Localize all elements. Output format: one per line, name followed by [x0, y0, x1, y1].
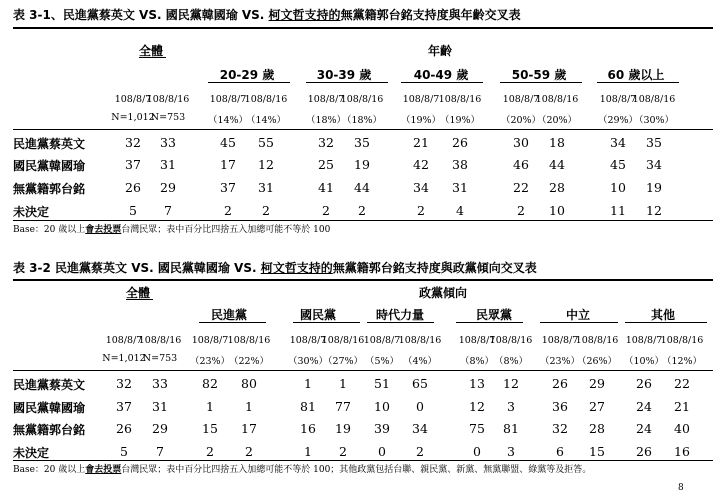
table2-n-cell: （8%） — [493, 356, 529, 367]
table1-header-rule — [13, 129, 713, 130]
table2-n-cell: （30%） — [287, 356, 329, 367]
table2-party-group-underline — [199, 322, 266, 323]
table1-value-cell: 19 — [646, 180, 662, 195]
table2-base-prefix: Base：20 歲以上 — [13, 465, 86, 475]
table1-age-group-header: 60 歲以上 — [607, 68, 665, 82]
table1-bottom-rule — [13, 220, 713, 221]
table1-value-cell: 45 — [220, 135, 236, 150]
table1-value-cell: 7 — [164, 203, 172, 218]
table2-value-cell: 17 — [241, 421, 257, 436]
table1-date-cell: 108/8/16 — [340, 94, 384, 105]
page-number: 8 — [678, 483, 684, 493]
table1-n-cell: N=1,012 — [111, 112, 155, 123]
table1-date-cell: 108/8/16 — [438, 94, 482, 105]
table2-base-note — [13, 462, 591, 475]
table1-value-cell: 18 — [549, 135, 565, 150]
table2-n-cell: （23%） — [539, 356, 581, 367]
table1-base-bold: 會去投票 — [85, 225, 122, 235]
table1-total-underline — [139, 57, 166, 58]
table1-value-cell: 31 — [452, 180, 468, 195]
table1-age-group-header: 50-59 歲 — [511, 68, 567, 82]
table1-value-cell: 2 — [417, 203, 425, 218]
table1-age-group-underline — [500, 82, 582, 83]
table1-row-label: 無黨籍郭台銘 — [13, 182, 86, 196]
table2-n-cell: （5%） — [364, 356, 400, 367]
table2-value-cell: 2 — [416, 444, 424, 459]
table1-value-cell: 26 — [125, 180, 141, 195]
table1-value-cell: 12 — [258, 157, 274, 172]
table2-value-cell: 6 — [556, 444, 564, 459]
table1-value-cell: 2 — [358, 203, 366, 218]
table2-value-cell: 26 — [552, 376, 568, 391]
table2-bottom-rule — [13, 460, 713, 461]
table1-value-cell: 35 — [646, 135, 662, 150]
table2-n-cell: （4%） — [402, 356, 438, 367]
table2-title-part1: 表 3-2 民進黨蔡英文 VS. 國民黨韓國瑜 VS. — [13, 261, 261, 275]
table1-date-cell: 108/8/7 — [402, 94, 440, 105]
table2-n-cell: （27%） — [322, 356, 364, 367]
table1-value-cell: 30 — [513, 135, 529, 150]
table2-party-group-underline — [625, 322, 707, 323]
table2-value-cell: 28 — [589, 421, 605, 436]
table2-date-cell: 108/8/16 — [227, 335, 271, 346]
table1-group-age: 年齡 — [428, 44, 453, 58]
table2-value-cell: 15 — [589, 444, 605, 459]
table1-value-cell: 44 — [549, 157, 565, 172]
table1-value-cell: 5 — [129, 203, 137, 218]
table1-row-label: 國民黨韓國瑜 — [13, 159, 86, 173]
table2-party-group-underline — [293, 322, 360, 323]
table1-value-cell: 22 — [513, 180, 529, 195]
table2-value-cell: 82 — [202, 376, 218, 391]
table2-value-cell: 0 — [378, 444, 386, 459]
table2-party-group-underline — [367, 322, 434, 323]
table2-party-group-header: 其他 — [650, 308, 676, 322]
table2-party-group-underline — [456, 322, 523, 323]
table1-value-cell: 29 — [160, 180, 176, 195]
table1-base-note — [13, 222, 330, 235]
table1-value-cell: 2 — [517, 203, 525, 218]
table2-party-group-underline — [540, 322, 618, 323]
table2-group-total: 全體 — [126, 286, 151, 300]
table1-value-cell: 26 — [452, 135, 468, 150]
table2-total-underline — [126, 299, 153, 300]
table1-base-prefix: Base：20 歲以上 — [13, 225, 86, 235]
table1-top-rule — [13, 27, 713, 29]
table1-row-label: 民進黨蔡英文 — [13, 137, 86, 151]
table2-base-bold: 會去投票 — [85, 465, 122, 475]
table2-value-cell: 26 — [116, 421, 132, 436]
table2-party-group-header: 國民黨 — [299, 308, 337, 322]
table2-value-cell: 24 — [636, 399, 652, 414]
table1-n-cell: （14%） — [207, 115, 249, 126]
table2-date-cell: 108/8/16 — [660, 335, 704, 346]
table2-value-cell: 12 — [469, 399, 485, 414]
table1-n-cell: （18%） — [305, 115, 347, 126]
table2-value-cell: 34 — [412, 421, 428, 436]
table2-date-cell: 108/8/16 — [575, 335, 619, 346]
table1-date-cell: 108/8/16 — [632, 94, 676, 105]
table2-n-cell: （22%） — [228, 356, 270, 367]
table2-top-rule — [13, 279, 713, 281]
table1-date-cell: 108/8/7 — [599, 94, 637, 105]
table1-n-cell: （18%） — [341, 115, 383, 126]
table2-date-cell: 108/8/16 — [138, 335, 182, 346]
table1-n-cell: （14%） — [245, 115, 287, 126]
table1-value-cell: 31 — [258, 180, 274, 195]
table1-value-cell: 42 — [413, 157, 429, 172]
table2-value-cell: 3 — [507, 444, 515, 459]
table2-title-part3: 無黨籍郭台銘支持度與政黨傾向交叉表 — [332, 261, 537, 275]
table2-party-group-header: 民眾黨 — [475, 308, 513, 322]
table1-value-cell: 37 — [220, 180, 236, 195]
table2-value-cell: 24 — [636, 421, 652, 436]
table1-n-cell: （30%） — [633, 115, 675, 126]
table2-value-cell: 75 — [469, 421, 485, 436]
table2-value-cell: 40 — [674, 421, 690, 436]
table2-n-cell: （8%） — [459, 356, 495, 367]
table1-group-total: 全體 — [139, 44, 164, 58]
table2-value-cell: 81 — [503, 421, 519, 436]
table2-value-cell: 32 — [552, 421, 568, 436]
table2-value-cell: 77 — [335, 399, 351, 414]
table2-value-cell: 33 — [152, 376, 168, 391]
table2-value-cell: 2 — [339, 444, 347, 459]
table1-value-cell: 10 — [610, 180, 626, 195]
table2-value-cell: 5 — [120, 444, 128, 459]
table1-value-cell: 32 — [125, 135, 141, 150]
table2-date-cell: 108/8/7 — [191, 335, 229, 346]
table2-group-party: 政黨傾向 — [419, 286, 468, 300]
table1-n-cell: N=753 — [150, 112, 186, 123]
table2-value-cell: 12 — [503, 376, 519, 391]
table2-value-cell: 32 — [116, 376, 132, 391]
table2-value-cell: 26 — [636, 376, 652, 391]
table1-value-cell: 11 — [610, 203, 626, 218]
table2-value-cell: 0 — [473, 444, 481, 459]
table1-age-group-header: 20-29 歲 — [219, 68, 275, 82]
table2-date-cell: 108/8/16 — [321, 335, 365, 346]
table2-value-cell: 51 — [374, 376, 390, 391]
table2-value-cell: 26 — [636, 444, 652, 459]
table1-title-part1: 表 3-1、民進黨蔡英文 VS. 國民黨韓國瑜 VS. — [13, 8, 269, 22]
table2-value-cell: 10 — [374, 399, 390, 414]
table1-value-cell: 41 — [318, 180, 334, 195]
table1-value-cell: 28 — [549, 180, 565, 195]
table2-value-cell: 37 — [116, 399, 132, 414]
table2-value-cell: 31 — [152, 399, 168, 414]
table1-value-cell: 34 — [610, 135, 626, 150]
table2-value-cell: 15 — [202, 421, 218, 436]
table2-value-cell: 1 — [245, 399, 253, 414]
table2-n-cell: （10%） — [623, 356, 665, 367]
table2-title-part2: 柯文哲支持的 — [260, 261, 333, 275]
table2-value-cell: 27 — [589, 399, 605, 414]
table1-date-cell: 108/8/16 — [244, 94, 288, 105]
table1-value-cell: 2 — [224, 203, 232, 218]
table2-party-group-header: 民進黨 — [210, 308, 248, 322]
table2-n-cell: （23%） — [189, 356, 231, 367]
table1-value-cell: 19 — [354, 157, 370, 172]
table1-value-cell: 45 — [610, 157, 626, 172]
table1-value-cell: 10 — [549, 203, 565, 218]
table1-value-cell: 32 — [318, 135, 334, 150]
table2-header-rule — [13, 370, 713, 371]
table1-age-group-underline — [401, 82, 483, 83]
table2-n-cell: N=753 — [142, 353, 178, 364]
table1-title-part2: 柯文哲支持的 — [268, 8, 341, 22]
table1-date-cell: 108/8/7 — [209, 94, 247, 105]
table2-value-cell: 36 — [552, 399, 568, 414]
table2-date-cell: 108/8/16 — [398, 335, 442, 346]
table2-value-cell: 39 — [374, 421, 390, 436]
table1-age-group-underline — [306, 82, 388, 83]
table2-date-cell: 108/8/7 — [363, 335, 401, 346]
table1-value-cell: 31 — [160, 157, 176, 172]
table1-value-cell: 12 — [646, 203, 662, 218]
table2-row-label: 國民黨韓國瑜 — [13, 401, 86, 415]
table1-age-group-underline — [597, 82, 679, 83]
table1-value-cell: 17 — [220, 157, 236, 172]
table1-n-cell: （20%） — [536, 115, 578, 126]
table1-value-cell: 21 — [413, 135, 429, 150]
table1-age-group-header: 30-39 歲 — [316, 68, 372, 82]
table2-value-cell: 13 — [469, 376, 485, 391]
table2-value-cell: 2 — [206, 444, 214, 459]
table1-date-cell: 108/8/7 — [502, 94, 540, 105]
table1-value-cell: 25 — [318, 157, 334, 172]
table1-row-label: 未決定 — [13, 205, 50, 219]
table1-value-cell: 55 — [258, 135, 274, 150]
table2-value-cell: 81 — [300, 399, 316, 414]
table2-date-cell: 108/8/7 — [625, 335, 663, 346]
table1-age-group-underline — [208, 82, 290, 83]
table2-row-label: 未決定 — [13, 446, 50, 460]
table2-party-group-header: 時代力量 — [375, 308, 425, 322]
table1-title-part3: 無黨籍郭台銘支持度與年齡交叉表 — [340, 8, 521, 22]
table2-value-cell: 80 — [241, 376, 257, 391]
table2-value-cell: 1 — [304, 444, 312, 459]
table1-date-cell: 108/8/7 — [114, 94, 152, 105]
table2-value-cell: 2 — [245, 444, 253, 459]
table1-value-cell: 37 — [125, 157, 141, 172]
table1-n-cell: （19%） — [400, 115, 442, 126]
table2-date-cell: 108/8/7 — [541, 335, 579, 346]
table2-value-cell: 7 — [156, 444, 164, 459]
table1-n-cell: （29%） — [597, 115, 639, 126]
table1-value-cell: 2 — [262, 203, 270, 218]
table1-base-suffix: 台灣民眾；表中百分比四捨五入加總可能不等於 100 — [121, 225, 331, 235]
table2-date-cell: 108/8/16 — [489, 335, 533, 346]
table2-value-cell: 16 — [674, 444, 690, 459]
table2-value-cell: 22 — [674, 376, 690, 391]
table1-title — [13, 6, 521, 23]
table2-value-cell: 29 — [589, 376, 605, 391]
table1-date-cell: 108/8/16 — [146, 94, 190, 105]
table2-n-cell: （12%） — [661, 356, 703, 367]
table2-n-cell: （26%） — [576, 356, 618, 367]
table2-value-cell: 3 — [507, 399, 515, 414]
table2-title — [13, 259, 537, 276]
table2-row-label: 無黨籍郭台銘 — [13, 423, 86, 437]
table2-party-group-header: 中立 — [565, 308, 591, 322]
table1-value-cell: 33 — [160, 135, 176, 150]
table1-value-cell: 2 — [322, 203, 330, 218]
table2-value-cell: 29 — [152, 421, 168, 436]
table2-date-cell: 108/8/7 — [289, 335, 327, 346]
table2-value-cell: 16 — [300, 421, 316, 436]
table2-base-suffix: 台灣民眾；表中百分比四捨五入加總可能不等於 100；其他政黨包括台聯、親民黨、新黨、無黨聯盟、綠黨等及拒答。 — [121, 465, 592, 475]
table1-value-cell: 38 — [452, 157, 468, 172]
table1-n-cell: （19%） — [439, 115, 481, 126]
table1-n-cell: （20%） — [500, 115, 542, 126]
table2-value-cell: 65 — [412, 376, 428, 391]
table2-n-cell: N=1,012 — [102, 353, 146, 364]
table1-date-cell: 108/8/16 — [535, 94, 579, 105]
table2-value-cell: 1 — [339, 376, 347, 391]
table2-value-cell: 1 — [304, 376, 312, 391]
table2-value-cell: 21 — [674, 399, 690, 414]
table2-date-cell: 108/8/7 — [105, 335, 143, 346]
table1-date-cell: 108/8/7 — [307, 94, 345, 105]
table2-row-label: 民進黨蔡英文 — [13, 378, 86, 392]
table2-value-cell: 1 — [206, 399, 214, 414]
table2-value-cell: 19 — [335, 421, 351, 436]
table1-value-cell: 35 — [354, 135, 370, 150]
table1-value-cell: 44 — [354, 180, 370, 195]
table1-value-cell: 4 — [456, 203, 464, 218]
table2-value-cell: 0 — [416, 399, 424, 414]
table2-date-cell: 108/8/7 — [458, 335, 496, 346]
table1-value-cell: 34 — [646, 157, 662, 172]
table1-age-group-header: 40-49 歲 — [413, 68, 469, 82]
table1-value-cell: 46 — [513, 157, 529, 172]
table1-value-cell: 34 — [413, 180, 429, 195]
